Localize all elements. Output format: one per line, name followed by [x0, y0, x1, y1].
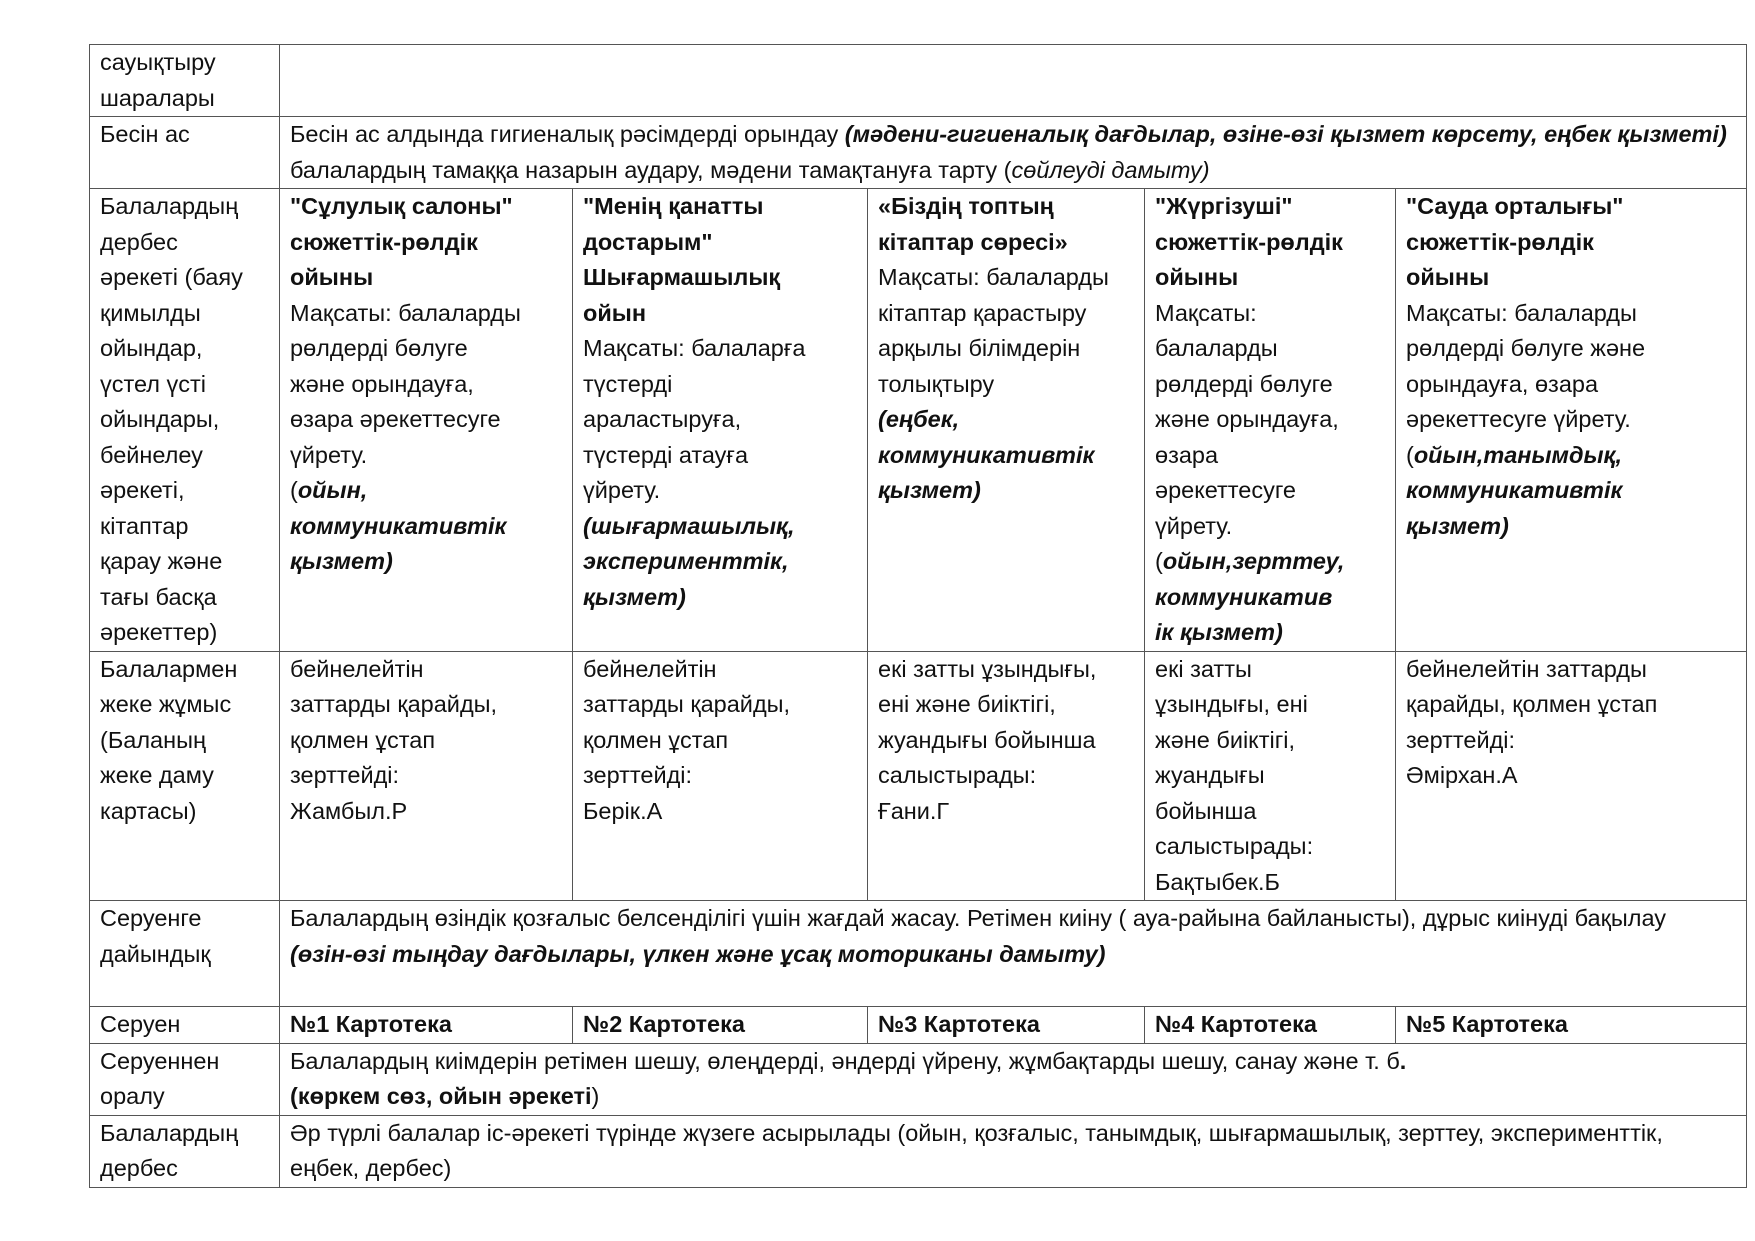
- game-goal: Мақсаты: балаларды рөлдерді бөлуге және орындауға, өзара әрекеттесуге үйрету.: [290, 299, 521, 468]
- game-title: "Сұлулық салоны" сюжеттік-рөлдік ойыны: [290, 193, 513, 290]
- row-independent-activity: [90, 189, 1747, 652]
- individual-day-5: бейнелейтін заттарды қарайды, қолмен ұстап зерттейді: Әмірхан.А: [1396, 651, 1747, 901]
- row-walk-return: [90, 1043, 1747, 1115]
- game-goal: Мақсаты: балаларды рөлдерді бөлуге және орындауға, өзара әрекеттесуге үйрету.: [1155, 299, 1339, 539]
- independent-day-2: [573, 189, 868, 652]
- walk-prep-tags: (өзін-өзі тыңдау дағдылары, үлкен және ұсақ моториканы дамыту): [290, 940, 1106, 967]
- health-content: [280, 45, 1747, 117]
- row-independent-2: [90, 1115, 1747, 1187]
- row-label-independent: Балалардың дербес әрекеті (баяу қимылды ойындар, үстел үсті ойындары, бейнелеу әрекеті, кітаптар қарау және тағы басқа әрекеттер): [90, 189, 280, 652]
- game-title: "Жүргізуші" сюжеттік-рөлдік ойыны: [1155, 193, 1343, 290]
- walk-day-4: №4 Картотека: [1145, 1007, 1396, 1044]
- row-label-lunch: Бесін ас: [90, 117, 280, 189]
- game-title: "Менің қанатты достарым" Шығармашылық ойын: [583, 193, 781, 326]
- walk-prep-content: Балалардың өзіндік қозғалыс белсенділігі үшін жағдай жасау. Ретімен киіну ( ауа-райына байланысты), дұрыс киінуді бақылау (өзін-өзі тыңдау дағдылары, үлкен және ұсақ моториканы дамыту): [280, 901, 1747, 1007]
- game-goal: Мақсаты: балаларға түстерді араластыруға, түстерді атауға үйрету.: [583, 335, 806, 503]
- individual-day-1: бейнелейтін заттарды қарайды, қолмен ұстап зерттейді: Жамбыл.Р: [280, 651, 573, 901]
- row-label-walk: Серуен: [90, 1007, 280, 1044]
- row-label-return: Серуеннен оралу: [90, 1043, 280, 1115]
- independent-2-content: Әр түрлі балалар іс-әрекеті түрінде жүзеге асырылады (ойын, қозғалыс, танымдық, шығармашылық, зерттеу, эксперименттік, еңбек, дербес): [280, 1115, 1747, 1187]
- walk-day-1: №1 Картотека: [280, 1007, 573, 1044]
- walk-day-3: №3 Картотека: [868, 1007, 1145, 1044]
- daily-plan-table: [89, 44, 1747, 1188]
- game-activity-tags: ойын, коммуникативтік қызмет): [290, 477, 507, 574]
- game-activity-tags: (шығармашылық, эксперименттік, қызмет): [583, 512, 795, 610]
- row-individual-work: [90, 651, 1747, 901]
- lunch-activity-tags: (мәдени-гигиеналық дағдылар, өзіне-өзі қызмет көрсету, еңбек қызметі): [844, 121, 1727, 147]
- game-title: «Біздің топтың кітаптар сөресі»: [878, 193, 1068, 255]
- game-title: "Сауда орталығы" сюжеттік-рөлдік ойыны: [1406, 193, 1624, 290]
- game-activity-tags: ойын,танымдық, коммуникативтік қызмет): [1406, 441, 1623, 539]
- row-walk: [90, 1007, 1747, 1044]
- row-label-individual: Балалармен жеке жұмыс (Баланың жеке даму картасы): [90, 651, 280, 901]
- row-walk-prep: [90, 901, 1747, 1007]
- independent-day-3: [868, 189, 1145, 652]
- return-tags: (көркем сөз, ойын әрекеті: [290, 1083, 592, 1109]
- row-label-walk-prep: Серуенге дайындық: [90, 901, 280, 1007]
- return-content: Балалардың киімдерін ретімен шешу, өлеңдерді, әндерді үйрену, жұмбақтарды шешу, санау және т. б. (көркем сөз, ойын әрекеті): [280, 1043, 1747, 1115]
- independent-day-1: "Сұлулық салоны" сюжеттік-рөлдік ойыны Мақсаты: балаларды рөлдерді бөлуге және орындауға, өзара әрекеттесуге үйрету. (ойын, коммуникативтік қызмет): [280, 189, 573, 652]
- daily-plan-page: [89, 44, 1746, 1188]
- walk-day-5: №5 Картотека: [1396, 1007, 1747, 1044]
- game-goal: Мақсаты: балаларды рөлдерді бөлуге және орындауға, өзара әрекеттесуге үйрету.: [1406, 299, 1646, 432]
- walk-day-2: №2 Картотека: [573, 1007, 868, 1044]
- lunch-speech-tag: сөйлеуді дамыту): [1011, 156, 1210, 183]
- game-activity-tags: (еңбек, коммуникативтік қызмет): [878, 406, 1095, 503]
- individual-day-2: бейнелейтін заттарды қарайды, қолмен ұстап зерттейді: Берік.А: [573, 651, 868, 901]
- row-label-independent-2: Балалардың дербес: [90, 1115, 280, 1187]
- lunch-content: Бесін ас алдында гигиеналық рәсімдерді орындау (мәдени-гигиеналық дағдылар, өзіне-өзі қызмет көрсету, еңбек қызметі) балалардың тамаққа назарын аудару, мәдени тамақтануға тарту (сөйлеуді дамыту): [280, 117, 1747, 189]
- row-label-health: сауықтыру шаралары: [90, 45, 280, 117]
- individual-day-3: екі затты ұзындығы, ені және биіктігі, жуандығы бойынша салыстырады: Ғани.Г: [868, 651, 1145, 901]
- game-goal: Мақсаты: балаларды кітаптар қарастыру арқылы білімдерін толықтыру: [878, 264, 1109, 397]
- independent-day-4: "Жүргізуші" сюжеттік-рөлдік ойыны Мақсаты: балаларды рөлдерді бөлуге және орындауға, өзара әрекеттесуге үйрету. (ойын,зерттеу, коммуникатив ік қызмет): [1145, 189, 1396, 652]
- independent-day-5: "Сауда орталығы" сюжеттік-рөлдік ойыны Мақсаты: балаларды рөлдерді бөлуге және орындауға, өзара әрекеттесуге үйрету. (ойын,танымдық, коммуникативтік қызмет): [1396, 189, 1747, 652]
- individual-day-4: екі затты ұзындығы, ені және биіктігі, жуандығы бойынша салыстырады: Бақтыбек.Б: [1145, 651, 1396, 901]
- game-activity-tags: ойын,зерттеу, коммуникатив ік қызмет): [1155, 548, 1345, 645]
- row-health: [90, 45, 1747, 117]
- row-lunch: [90, 117, 1747, 189]
